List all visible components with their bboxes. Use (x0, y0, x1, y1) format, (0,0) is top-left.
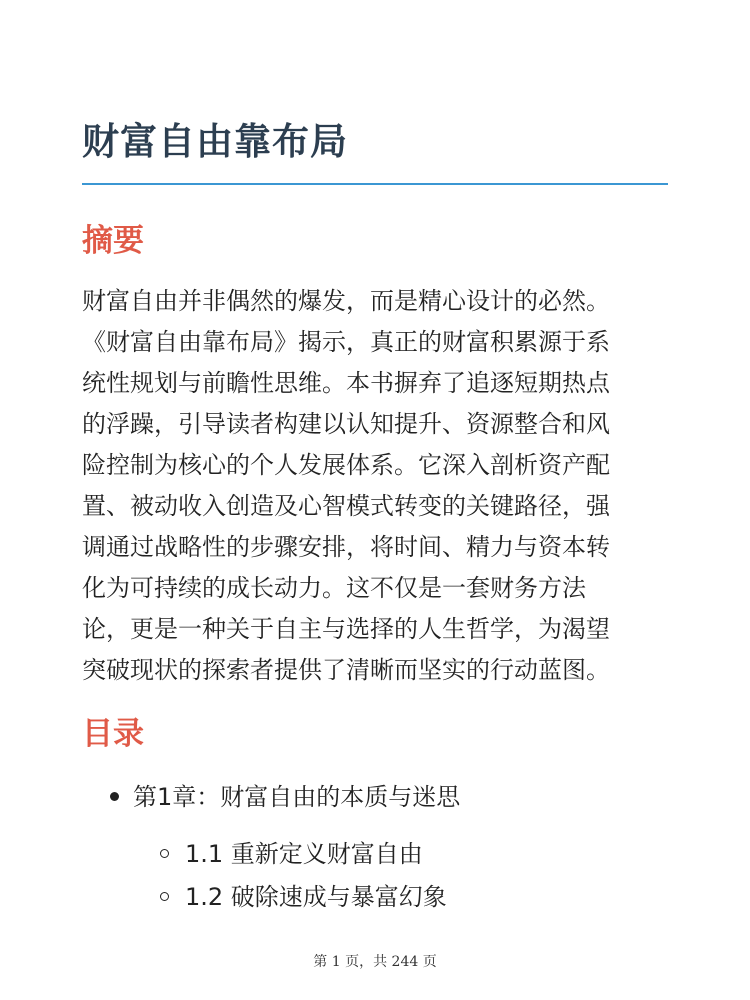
toc-heading: 目录 (82, 716, 144, 752)
hollow-bullet-icon (160, 892, 169, 901)
toc-section-1-1-label: 1.1 重新定义财富自由 (185, 840, 423, 868)
title-divider (82, 183, 668, 185)
summary-line: 险控制为核心的个人发展体系。它深入剖析资产配 (82, 451, 610, 479)
summary-line: 化为可持续的成长动力。这不仅是一套财务方法 (82, 574, 586, 602)
summary-line: 财富自由并非偶然的爆发，而是精心设计的必然。 (82, 287, 610, 315)
toc-chapter-1-label: 第1章：财富自由的本质与迷思 (133, 783, 461, 811)
document-title: 财富自由靠布局 (82, 120, 348, 163)
toc-section-1-1[interactable] (160, 837, 423, 871)
summary-line: 《财富自由靠布局》揭示，真正的财富积累源于系 (82, 328, 610, 356)
summary-line: 论，更是一种关于自主与选择的人生哲学，为渴望 (82, 615, 610, 643)
summary-line: 统性规划与前瞻性思维。本书摒弃了追逐短期热点 (82, 369, 610, 397)
toc-section-1-2-label: 1.2 破除速成与暴富幻象 (185, 883, 447, 911)
toc-chapter-1[interactable] (110, 780, 460, 814)
hollow-bullet-icon (160, 849, 169, 858)
summary-paragraph (82, 281, 682, 691)
summary-line: 调通过战略性的步骤安排，将时间、精力与资本转 (82, 533, 610, 561)
summary-line: 突破现状的探索者提供了清晰而坚实的行动蓝图。 (82, 656, 610, 684)
page-footer: 第 1 页，共 244 页 (313, 954, 437, 970)
summary-heading: 摘要 (82, 223, 144, 259)
toc-section-1-2[interactable] (160, 880, 447, 914)
bullet-icon (110, 792, 119, 801)
summary-line: 的浮躁，引导读者构建以认知提升、资源整合和风 (82, 410, 610, 438)
summary-line: 置、被动收入创造及心智模式转变的关键路径，强 (82, 492, 610, 520)
